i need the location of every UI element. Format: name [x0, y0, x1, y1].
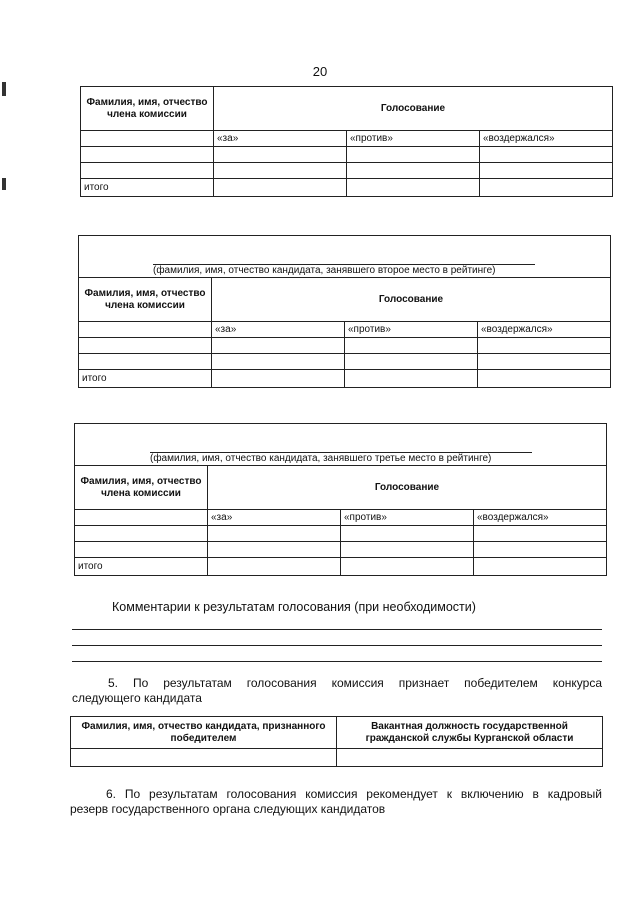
option-against: «против»	[341, 510, 474, 526]
total-label: итого	[79, 370, 212, 388]
table-cell	[81, 131, 214, 147]
option-abstained: «воздержался»	[474, 510, 607, 526]
comments-label: Комментарии к результатам голосования (при необходимости)	[112, 600, 476, 614]
voting-table-first	[80, 86, 613, 197]
voting-table-second	[78, 277, 611, 388]
comment-line	[72, 645, 602, 646]
scan-margin-mark	[2, 178, 6, 190]
table-row	[75, 542, 607, 558]
option-against: «против»	[345, 322, 478, 338]
table-row	[79, 354, 611, 370]
candidate-caption-third: (фамилия, имя, отчество кандидата, занявшего третье место в рейтинге)	[150, 453, 492, 464]
comment-line	[72, 629, 602, 630]
table-row	[75, 526, 607, 542]
member-name-header: Фамилия, имя, отчество члена комиссии	[81, 87, 214, 131]
option-abstained: «воздержался»	[478, 322, 611, 338]
table-row	[71, 749, 603, 767]
voting-table-third	[74, 465, 607, 576]
winner-table	[70, 716, 603, 767]
option-against: «против»	[347, 131, 480, 147]
table-cell	[79, 322, 212, 338]
voting-header: Голосование	[212, 278, 611, 322]
option-for: «за»	[214, 131, 347, 147]
table-row	[81, 163, 613, 179]
table-row	[81, 147, 613, 163]
section5-line2: следующего кандидата	[72, 691, 202, 705]
table-cell	[75, 510, 208, 526]
option-for: «за»	[208, 510, 341, 526]
total-label: итого	[75, 558, 208, 576]
vacancy-header: Вакантная должность государственной гражданской службы Курганской области	[337, 717, 603, 749]
table-row	[79, 338, 611, 354]
member-name-header: Фамилия, имя, отчество члена комиссии	[79, 278, 212, 322]
section6-line1: 6. По результатам голосования комиссия рекомендует к включению в кадровый	[106, 787, 602, 801]
member-name-header: Фамилия, имя, отчество члена комиссии	[75, 466, 208, 510]
scan-margin-mark	[2, 82, 6, 96]
winner-name-header: Фамилия, имя, отчество кандидата, признанного победителем	[71, 717, 337, 749]
total-label: итого	[81, 179, 214, 197]
voting-header: Голосование	[208, 466, 607, 510]
section5-line1: 5. По результатам голосования комиссия признает победителем конкурса	[108, 676, 602, 690]
candidate-caption-second: (фамилия, имя, отчество кандидата, занявшего второе место в рейтинге)	[153, 265, 496, 276]
section6-line2: резерв государственного органа следующих кандидатов	[70, 802, 386, 816]
voting-header: Голосование	[214, 87, 613, 131]
option-for: «за»	[212, 322, 345, 338]
option-abstained: «воздержался»	[480, 131, 613, 147]
page-number: 20	[312, 64, 328, 79]
comment-line	[72, 661, 602, 662]
